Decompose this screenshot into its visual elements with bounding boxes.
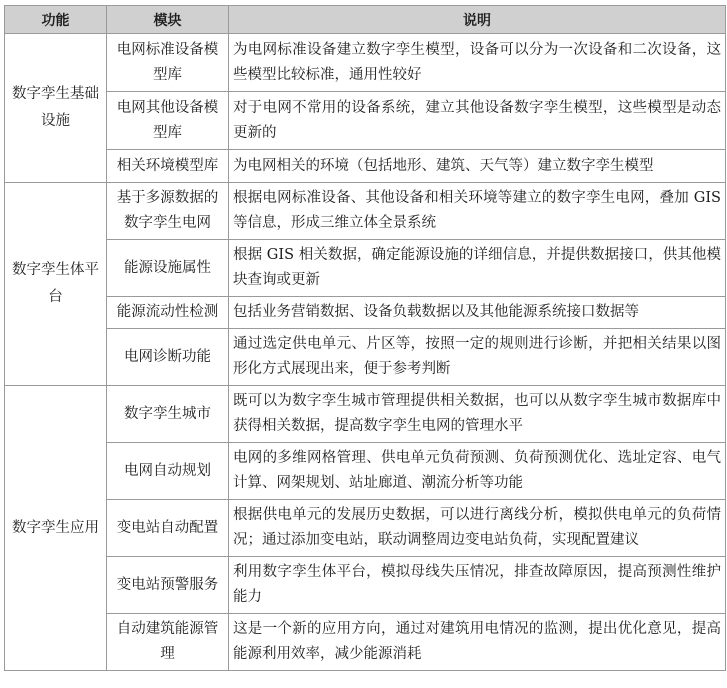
module-cell: 电网其他设备模型库 (107, 92, 229, 150)
table-row (5, 329, 726, 386)
table-row (5, 183, 726, 240)
table-row (5, 614, 726, 671)
description-cell: 为电网标准设备建立数字孪生模型，设备可以分为一次设备和二次设备，这些模型比较标准，通用性较好 (229, 34, 726, 92)
function-cell-application: 数字孪生应用 (5, 386, 107, 671)
function-cell-platform: 数字孪生体平台 (5, 183, 107, 386)
module-cell: 变电站预警服务 (107, 557, 229, 614)
module-cell: 基于多源数据的数字孪生电网 (107, 183, 229, 240)
description-cell: 通过选定供电单元、片区等，按照一定的规则进行诊断，并把相关结果以图形化方式展现出来，便于参考判断 (229, 329, 726, 386)
description-cell: 为电网相关的环境（包括地形、建筑、天气等）建立数字孪生模型 (229, 150, 726, 183)
description-cell: 包括业务营销数据、设备负载数据以及其他能源系统接口数据等 (229, 297, 726, 329)
header-description: 说明 (229, 6, 726, 34)
module-cell: 变电站自动配置 (107, 500, 229, 557)
description-cell: 根据电网标准设备、其他设备和相关环境等建立的数字孪生电网，叠加 GIS 等信息，形成三维立体全景系统 (229, 183, 726, 240)
description-cell: 根据 GIS 相关数据，确定能源设施的详细信息，并提供数据接口，供其他模块查询或更新 (229, 240, 726, 297)
table-row (5, 92, 726, 150)
description-cell: 电网的多维网格管理、供电单元负荷预测、负荷预测优化、选址定容、电气计算、网架规划、站址廊道、潮流分析等功能 (229, 443, 726, 500)
description-cell: 根据供电单元的发展历史数据，可以进行离线分析，模拟供电单元的负荷情况；通过添加变电站，联动调整周边变电站负荷，实现配置建议 (229, 500, 726, 557)
description-cell: 既可以为数字孪生城市管理提供相关数据，也可以从数字孪生城市数据库中获得相关数据，提高数字孪生电网的管理水平 (229, 386, 726, 443)
table-row (5, 240, 726, 297)
table-row (5, 34, 726, 92)
description-cell: 利用数字孪生体平台，模拟母线失压情况，排查故障原因，提高预测性维护能力 (229, 557, 726, 614)
header-module: 模块 (107, 6, 229, 34)
table-row (5, 500, 726, 557)
table-header-row (5, 6, 726, 34)
module-cell: 自动建筑能源管理 (107, 614, 229, 671)
table-row (5, 557, 726, 614)
table-row (5, 443, 726, 500)
description-cell: 对于电网不常用的设备系统，建立其他设备数字孪生模型，这些模型是动态更新的 (229, 92, 726, 150)
function-cell-infrastructure: 数字孪生基础设施 (5, 34, 107, 183)
module-cell: 电网标准设备模型库 (107, 34, 229, 92)
module-cell: 能源流动性检测 (107, 297, 229, 329)
table-row (5, 297, 726, 329)
header-function: 功能 (5, 6, 107, 34)
table-row (5, 150, 726, 183)
module-cell: 数字孪生城市 (107, 386, 229, 443)
module-cell: 相关环境模型库 (107, 150, 229, 183)
table-row (5, 386, 726, 443)
function-module-table (4, 5, 726, 671)
module-cell: 电网诊断功能 (107, 329, 229, 386)
module-cell: 电网自动规划 (107, 443, 229, 500)
description-cell: 这是一个新的应用方向，通过对建筑用电情况的监测，提出优化意见，提高能源利用效率，减少能源消耗 (229, 614, 726, 671)
module-cell: 能源设施属性 (107, 240, 229, 297)
